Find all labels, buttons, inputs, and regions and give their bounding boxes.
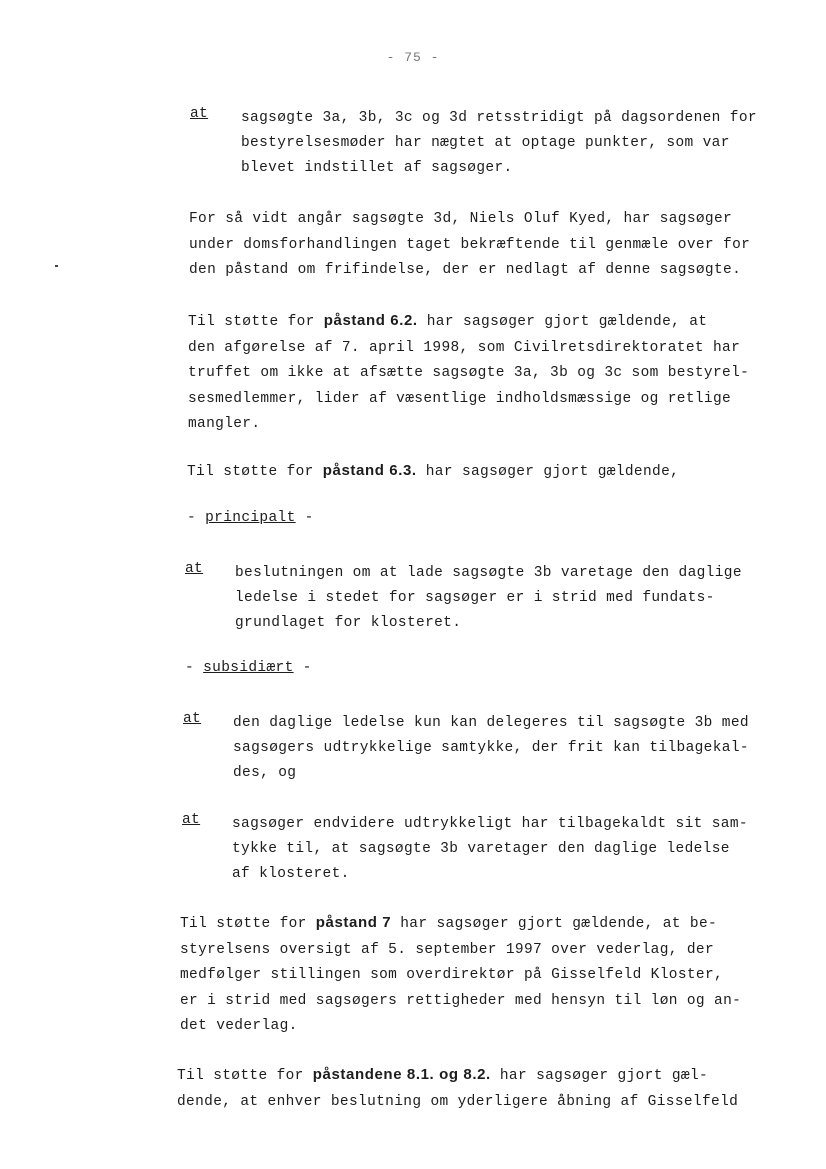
text-line: den afgørelse af 7. april 1998, som Civilretsdirektoratet har xyxy=(188,339,741,356)
subsidiaert-heading: - subsidiært - xyxy=(185,660,312,676)
text-line: sagsøgte 3a, 3b, 3c og 3d retsstridigt på dagsordenen for xyxy=(241,110,757,126)
principalt-heading: - principalt - xyxy=(187,510,314,526)
at-clause-text xyxy=(235,561,815,636)
text-line: ledelse i stedet for sagsøger er i strid med fundats- xyxy=(235,590,715,606)
text-run: har sagsøger gjort gældende, at xyxy=(417,314,708,330)
text-line: beslutningen om at lade sagsøgte 3b varetage den daglige xyxy=(235,565,742,581)
paragraph-pastand-7 xyxy=(180,910,820,1040)
text-line: truffet om ikke at afsætte sagsøgte 3a, 3b og 3c som bestyrel- xyxy=(188,365,750,381)
paragraph-3d xyxy=(189,207,819,284)
text-line: under domsforhandlingen taget bekræftende til genmæle over for xyxy=(189,236,751,253)
text-line: det vederlag. xyxy=(180,1018,298,1034)
text-run: har sagsøger gjort gældende, at be- xyxy=(391,916,718,932)
text-line: sagsøger endvidere udtrykkeligt har tilbagekaldt sit sam- xyxy=(232,816,748,832)
text-run: Til støtte for xyxy=(188,314,324,330)
paragraph-pastand-6-2 xyxy=(188,308,818,438)
text-line: sagsøgers udtrykkelige samtykke, der frit kan tilbagekal- xyxy=(233,740,749,756)
bold-claim: påstand 6.2. xyxy=(323,312,418,329)
text-line: des, og xyxy=(233,765,297,781)
paragraph-pastand-8 xyxy=(177,1062,822,1115)
at-clause-4 xyxy=(182,812,812,887)
page-number: - 75 - xyxy=(386,50,440,65)
at-clause-2 xyxy=(185,561,815,636)
text-line: medfølger stillingen som overdirektør på Gisselfeld Kloster, xyxy=(180,967,724,983)
text-run: Til støtte for xyxy=(187,464,323,480)
at-label: at xyxy=(190,106,209,122)
text-line: tykke til, at sagsøgte 3b varetager den daglige ledelse xyxy=(232,841,730,857)
principalt-label: principalt xyxy=(205,510,296,526)
at-label: at xyxy=(183,711,202,727)
text-line: bestyrelsesmøder har nægtet at optage punkter, som var xyxy=(241,135,730,151)
text-line xyxy=(177,1062,822,1090)
at-label: at xyxy=(182,812,201,828)
at-clause-1 xyxy=(190,106,820,181)
text-line: mangler. xyxy=(188,416,261,432)
text-line: blevet indstillet af sagsøger. xyxy=(241,160,513,176)
text-line: dende, at enhver beslutning om yderligere åbning af Gisselfeld xyxy=(177,1093,739,1110)
at-label: at xyxy=(185,561,204,577)
at-clause-text xyxy=(233,711,813,786)
bold-claim: påstand 6.3. xyxy=(322,462,417,479)
text-line: grundlaget for klosteret. xyxy=(235,615,462,631)
subsidiaert-label: subsidiært xyxy=(203,660,294,676)
text-line: den daglige ledelse kun kan delegeres til sagsøgte 3b med xyxy=(233,715,749,731)
text-run: har sagsøger gjort gæl- xyxy=(490,1068,709,1084)
text-line: er i strid med sagsøgers rettigheder med hensyn til løn og an- xyxy=(180,992,742,1009)
text-line: sesmedlemmer, lider af væsentlige indholdsmæssige og retlige xyxy=(188,390,732,407)
text-line: For så vidt angår sagsøgte 3d, Niels Oluf Kyed, har sagsøger xyxy=(189,211,733,227)
text-run: Til støtte for xyxy=(180,916,316,932)
text-line xyxy=(188,308,818,336)
paragraph-pastand-6-3 xyxy=(187,458,817,486)
text-run: har sagsøger gjort gældende, xyxy=(416,464,680,480)
at-clause-text xyxy=(241,106,820,181)
at-clause-3 xyxy=(183,711,813,786)
margin-mark xyxy=(55,265,58,267)
at-clause-text xyxy=(232,812,812,887)
bold-claim: påstandene 8.1. og 8.2. xyxy=(312,1066,491,1083)
text-line xyxy=(180,910,820,938)
text-run: Til støtte for xyxy=(177,1068,313,1084)
text-line xyxy=(187,458,817,486)
text-line: styrelsens oversigt af 5. september 1997 over vederlag, der xyxy=(180,941,715,958)
bold-claim: påstand 7 xyxy=(315,914,392,931)
text-line: af klosteret. xyxy=(232,866,350,882)
text-line: den påstand om frifindelse, der er nedlagt af denne sagsøgte. xyxy=(189,262,742,278)
